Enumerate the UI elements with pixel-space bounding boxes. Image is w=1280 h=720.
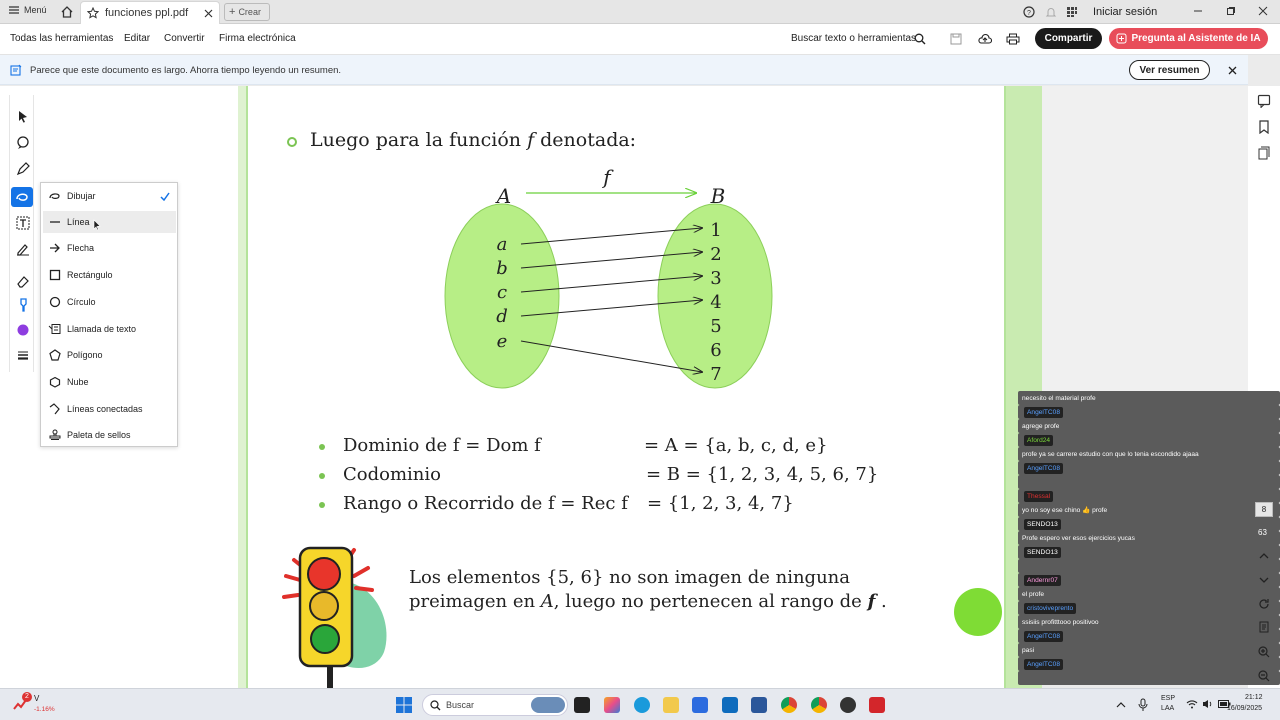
- polygon-icon: [43, 349, 67, 361]
- codomain-element: 5: [710, 316, 722, 337]
- chat-message: el profe: [1022, 590, 1044, 598]
- chat-message-row: [1018, 503, 1280, 517]
- close-window-icon[interactable]: [1258, 6, 1268, 16]
- chat-username: cristoviveprento: [1024, 603, 1076, 614]
- domain-label: Dominio de f = Dom f: [343, 435, 541, 456]
- checkmark-icon: [160, 192, 170, 201]
- menu-item-label: Círculo: [67, 297, 96, 307]
- cloud-icon: [43, 376, 67, 388]
- menu-item-cloud[interactable]: [43, 371, 176, 393]
- ai-sparkle-icon: [1116, 33, 1127, 44]
- domain-element: a: [496, 234, 508, 255]
- microphone-icon[interactable]: [1138, 698, 1148, 712]
- comment-tool-icon[interactable]: [15, 135, 31, 151]
- chat-counter: 8: [1255, 502, 1273, 517]
- chat-message: profe ya se carrere estudio con que lo tenia escondido ajaaa: [1022, 450, 1199, 458]
- heading-bullet-icon: [286, 136, 298, 148]
- menu-item-stamps[interactable]: [43, 424, 176, 446]
- acrobat-icon[interactable]: [869, 697, 885, 713]
- chat-message: yo no soy ese chino 👍 profe: [1022, 507, 1108, 514]
- codomain-value: = B = {1, 2, 3, 4, 5, 6, 7}: [646, 464, 879, 485]
- heading-text: Luego para la función: [310, 129, 528, 151]
- page-heading: [310, 129, 636, 151]
- chat-username-row: [1018, 601, 1280, 615]
- windows-start-icon[interactable]: [396, 697, 412, 713]
- ticker-label: V: [34, 694, 40, 703]
- chat-username-row: [1018, 433, 1280, 447]
- mouse-pointer-icon: [93, 219, 102, 231]
- chat-username-row: [1018, 573, 1280, 587]
- chat-message: agrege profe: [1022, 422, 1060, 430]
- chat-username-row: [1018, 461, 1280, 475]
- chat-username: AngelTC08: [1024, 659, 1063, 670]
- apps-grid-icon[interactable]: [1066, 6, 1078, 18]
- chat-username: AngelTC08: [1024, 631, 1063, 642]
- chat-counter-2: 63: [1258, 528, 1267, 537]
- eraser-icon[interactable]: [15, 273, 31, 289]
- draw-icon: [43, 190, 67, 202]
- chat-username-row: [1018, 657, 1280, 671]
- restore-icon[interactable]: [1226, 6, 1236, 16]
- search-placeholder: Buscar: [446, 700, 475, 710]
- callout-icon: [43, 323, 67, 335]
- arrow-icon: [43, 242, 67, 254]
- app-toolbar: [0, 24, 1280, 55]
- convert-link[interactable]: Convertir: [164, 33, 205, 44]
- domain-element: b: [496, 258, 508, 279]
- chat-username-row: [1018, 545, 1280, 559]
- chat-message: pasi: [1022, 646, 1035, 654]
- highlight-pen-icon[interactable]: [15, 161, 31, 177]
- sign-pen-icon[interactable]: [15, 241, 31, 257]
- select-cursor-icon[interactable]: [15, 109, 31, 125]
- codomain-element: 6: [710, 340, 722, 361]
- circle-icon: [43, 296, 67, 308]
- share-button[interactable]: Compartir: [1035, 28, 1102, 49]
- close-banner-icon[interactable]: [1228, 66, 1237, 75]
- menu-item-label: Nube: [67, 377, 89, 387]
- chat-username-row: [1018, 405, 1280, 419]
- function-label: f: [603, 165, 611, 189]
- pin-icon[interactable]: [15, 297, 31, 313]
- chat-username: Thessal: [1024, 491, 1053, 502]
- chat-username: AngelTC08: [1024, 463, 1063, 474]
- note-var: A: [540, 591, 554, 612]
- chat-username-row: [1018, 517, 1280, 531]
- chat-username: Andernr07: [1024, 575, 1061, 586]
- all-tools-link[interactable]: Todas las herramientas: [10, 33, 114, 44]
- wifi-icon[interactable]: [1186, 699, 1198, 709]
- chat-message-row: [1018, 559, 1280, 573]
- bullet-dot-icon: [318, 443, 326, 451]
- menu-item-label: Dibujar: [67, 191, 96, 201]
- note-text: preimagen en: [409, 591, 541, 612]
- heading-var: f: [527, 129, 535, 151]
- chat-message-row: [1018, 615, 1280, 629]
- browser-tab-bar: [0, 0, 1280, 24]
- search-icon: [430, 700, 441, 711]
- heading-text-end: denotada:: [534, 129, 637, 151]
- chat-message-row: [1018, 475, 1280, 489]
- svg-text:?: ?: [1027, 10, 1031, 17]
- page-margin: [238, 86, 246, 688]
- menu-item-label: Líneas conectadas: [67, 404, 143, 414]
- chat-username: Aford24: [1024, 435, 1053, 446]
- edit-link[interactable]: Editar: [124, 33, 151, 44]
- windows-taskbar: [0, 688, 1280, 720]
- ai-assistant-button[interactable]: [1109, 28, 1268, 49]
- comment-panel-icon[interactable]: [1257, 94, 1271, 108]
- ticker-change: -1.16%: [34, 706, 55, 713]
- note-text: .: [875, 591, 887, 612]
- note-line-2: [409, 591, 887, 612]
- chevron-up-icon[interactable]: [1259, 552, 1269, 560]
- menu-item-callout[interactable]: [43, 318, 176, 340]
- minimize-icon[interactable]: [1193, 6, 1203, 16]
- chat-message: Profe espero ver esos ejercicios yucas: [1022, 534, 1135, 542]
- traffic-light-illustration: [264, 542, 392, 688]
- close-tab-icon[interactable]: [204, 9, 213, 18]
- clock-date[interactable]: 16/09/2025: [1227, 705, 1263, 712]
- list-item: [316, 463, 916, 489]
- bullet-dot-icon: [318, 472, 326, 480]
- line-weight-icon[interactable]: [15, 347, 31, 363]
- note-line-1: Los elementos {5, 6} no son imagen de ninguna: [409, 567, 850, 588]
- menu-label: Menú: [24, 5, 47, 15]
- note-var: f: [867, 591, 876, 612]
- speaker-icon[interactable]: [1202, 699, 1214, 709]
- definition-list: [316, 434, 916, 524]
- codomain-element: 1: [710, 220, 722, 241]
- list-item: [316, 492, 916, 518]
- print-icon[interactable]: [1006, 33, 1020, 45]
- view-summary-button[interactable]: Ver resumen: [1129, 60, 1210, 80]
- menu-item-label: Paleta de sellos: [67, 430, 131, 440]
- live-chat-overlay: [1018, 391, 1280, 688]
- page-fit-icon[interactable]: [1258, 621, 1270, 633]
- draw-tool-icon[interactable]: [11, 187, 33, 207]
- domain-element: d: [496, 306, 508, 327]
- draw-tools-menu: [40, 182, 178, 447]
- menu-button[interactable]: [8, 5, 47, 15]
- domain-element: c: [496, 282, 508, 303]
- tray-chevron-icon[interactable]: [1116, 701, 1126, 709]
- codomain-element: 7: [710, 364, 722, 385]
- bell-icon[interactable]: [1045, 6, 1057, 18]
- bullet-dot-icon: [318, 501, 326, 509]
- menu-item-label: Llamada de texto: [67, 324, 137, 334]
- chrome-icon[interactable]: [781, 697, 797, 713]
- taskbar-search[interactable]: [422, 694, 568, 716]
- range-value: = {1, 2, 3, 4, 7}: [647, 493, 794, 514]
- rotate-icon[interactable]: [1258, 598, 1270, 610]
- chat-username-row: [1018, 629, 1280, 643]
- help-icon[interactable]: [1023, 6, 1035, 18]
- annotation-tool-rail: [9, 95, 34, 372]
- color-swatch-icon[interactable]: [15, 322, 31, 338]
- list-item: [316, 434, 916, 460]
- clock-time[interactable]: 21:12: [1245, 694, 1263, 701]
- notification-badge: 2: [22, 692, 32, 702]
- menu-item-polygon[interactable]: [43, 344, 176, 366]
- search-tools-label[interactable]: Buscar texto o herramientas: [791, 33, 917, 44]
- weather-widget[interactable]: [10, 694, 60, 718]
- language-top[interactable]: ESP: [1161, 695, 1176, 702]
- function-diagram: [430, 160, 790, 400]
- menu-item-line[interactable]: [43, 211, 176, 233]
- menu-item-label: Línea: [67, 217, 90, 227]
- save-icon[interactable]: [950, 33, 962, 45]
- range-label: Rango o Recorrido de f = Rec f: [343, 493, 628, 514]
- ai-assistant-label: Pregunta al Asistente de IA: [1131, 33, 1261, 44]
- search-highlight-image: [531, 697, 565, 713]
- esign-link[interactable]: Firma electrónica: [219, 33, 296, 44]
- set-b-label: B: [710, 184, 726, 208]
- side-gutter: [1042, 86, 1248, 391]
- chrome-profile-icon[interactable]: [811, 697, 827, 713]
- presenter-pointer: [954, 588, 1002, 636]
- rectangle-icon: [43, 269, 67, 281]
- banner-text: Parece que este documento es largo. Ahorra tiempo leyendo un resumen.: [30, 65, 342, 76]
- menu-item-label: Polígono: [67, 350, 103, 360]
- chat-message-row: [1018, 643, 1280, 657]
- copy-pages-icon[interactable]: [1258, 146, 1270, 160]
- menu-item-draw[interactable]: [43, 185, 176, 207]
- obs-icon[interactable]: [840, 697, 856, 713]
- language-bottom[interactable]: LAA: [1161, 705, 1175, 712]
- upload-cloud-icon[interactable]: [978, 33, 992, 45]
- chat-username: SENDO13: [1024, 547, 1061, 558]
- codomain-element: 4: [710, 292, 722, 313]
- task-view-icon[interactable]: [574, 697, 590, 713]
- edge-icon[interactable]: [634, 697, 650, 713]
- zoom-in-icon[interactable]: [1258, 646, 1270, 658]
- line-icon: [43, 216, 67, 228]
- chat-message-row: [1018, 531, 1280, 545]
- bookmark-icon[interactable]: [1258, 120, 1270, 134]
- chat-message-row: [1018, 671, 1280, 685]
- summary-icon: [10, 64, 22, 76]
- menu-item-connected-lines[interactable]: [43, 398, 176, 420]
- word-icon[interactable]: [751, 697, 767, 713]
- chat-username-row: [1018, 489, 1280, 503]
- signin-link[interactable]: Iniciar sesión: [1093, 6, 1158, 18]
- star-icon[interactable]: [87, 7, 99, 19]
- chat-message: necesito el material profe: [1022, 394, 1096, 402]
- codomain-element: 2: [710, 244, 722, 265]
- chat-message: ssisiis profitttooo positivoo: [1022, 618, 1099, 626]
- chat-username: AngelTC08: [1024, 407, 1063, 418]
- chevron-down-icon[interactable]: [1259, 576, 1269, 584]
- menu-item-label: Rectángulo: [67, 270, 113, 280]
- text-box-icon[interactable]: [15, 215, 31, 231]
- menu-item-label: Flecha: [67, 243, 95, 253]
- set-a-label: A: [496, 184, 512, 208]
- tab-pdf[interactable]: [80, 1, 220, 24]
- plus-icon: +: [229, 6, 236, 18]
- chat-message-row: [1018, 587, 1280, 601]
- chat-message-row: [1018, 419, 1280, 433]
- chat-username: SENDO13: [1024, 519, 1061, 530]
- outlook-icon[interactable]: [722, 697, 738, 713]
- store-icon[interactable]: [692, 697, 708, 713]
- menu-item-arrow[interactable]: [43, 237, 176, 259]
- chat-message-row: [1018, 391, 1280, 405]
- copilot-icon[interactable]: [604, 697, 620, 713]
- hamburger-icon: [8, 5, 20, 15]
- note-text: , luego no pertenecen al rango de: [553, 591, 868, 612]
- menu-item-rectangle[interactable]: [43, 264, 176, 286]
- home-icon[interactable]: [60, 5, 74, 19]
- domain-element: e: [496, 331, 508, 352]
- search-icon[interactable]: [914, 33, 926, 45]
- tab-title: funciones ppl.pdf: [105, 7, 189, 19]
- create-button[interactable]: [224, 3, 270, 21]
- menu-item-circle[interactable]: [43, 291, 176, 313]
- codomain-label: Codominio: [343, 464, 441, 485]
- zoom-out-icon[interactable]: [1258, 670, 1270, 682]
- stamp-icon: [43, 429, 67, 441]
- chat-message-row: [1018, 447, 1280, 461]
- domain-value: = A = {a, b, c, d, e}: [644, 435, 828, 456]
- polyline-icon: [43, 403, 67, 415]
- codomain-element: 3: [710, 268, 722, 289]
- create-label: Crear: [238, 7, 261, 17]
- summary-banner: [0, 55, 1248, 85]
- file-explorer-icon[interactable]: [663, 697, 679, 713]
